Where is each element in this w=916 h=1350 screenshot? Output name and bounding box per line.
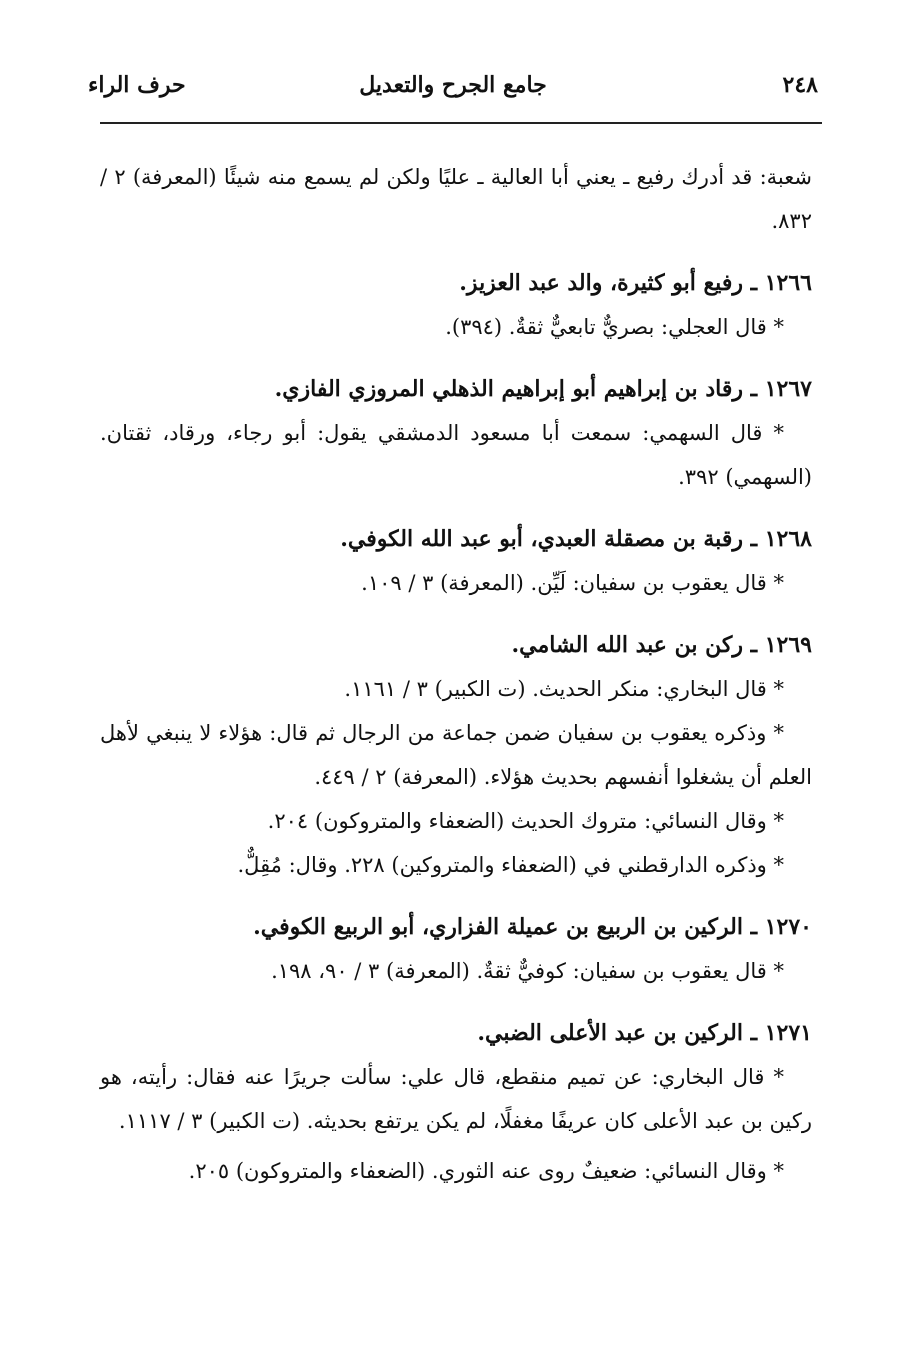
entry-title: ١٢٦٦ ـ رفيع أبو كثيرة، والد عبد العزيز.	[459, 270, 812, 296]
entry-item: * قال العجلي: بصريٌّ تابعيٌّ ثقةٌ. (٣٩٤).	[445, 315, 784, 339]
header-rule	[100, 122, 822, 124]
book-title: جامع الجرح والتعديل	[359, 72, 547, 98]
entry-title: ١٢٦٨ ـ رقبة بن مصقلة العبدي، أبو عبد الله الكوفي.	[340, 526, 812, 552]
entry-1269	[100, 623, 812, 887]
entry-title: ١٢٦٧ ـ رقاد بن إبراهيم أبو إبراهيم الذهلي المروزي الفازي.	[274, 376, 812, 402]
entry-item: * قال السهمي: سمعت أبا مسعود الدمشقي يقول: أبو رجاء، ورقاد، ثقتان. (السهمي) ٣٩٢.	[100, 421, 812, 489]
opening-paragraph: شعبة: قد أدرك رفيع ـ يعني أبا العالية ـ عليًا ولكن لم يسمع منه شيئًا (المعرفة) ٢ / ٨٣٢.	[100, 165, 812, 233]
page-body	[100, 155, 812, 1193]
entry-1270	[100, 905, 812, 993]
entry-1271	[100, 1011, 812, 1193]
entry-title: ١٢٧١ ـ الركين بن عبد الأعلى الضبي.	[477, 1020, 812, 1046]
entry-item: * وقال النسائي: متروك الحديث (الضعفاء والمتروكون) ٢٠٤.	[267, 809, 784, 833]
entry-item: * قال يعقوب بن سفيان: كوفيٌّ ثقةٌ. (المعرفة) ٣ / ٩٠، ١٩٨.	[271, 959, 784, 983]
entry-title: ١٢٦٩ ـ ركن بن عبد الله الشامي.	[511, 632, 812, 658]
entry-item: * قال يعقوب بن سفيان: لَيِّن. (المعرفة) ٣ / ١٠٩.	[361, 571, 784, 595]
section-title: حرف الراء	[88, 72, 186, 98]
entry-item: * وقال النسائي: ضعيفٌ روى عنه الثوري. (الضعفاء والمتروكون) ٢٠٥.	[188, 1159, 784, 1183]
entry-1267	[100, 367, 812, 499]
entry-item: * وذكره الدارقطني في (الضعفاء والمتروكين) ٢٢٨. وقال: مُقِلٌّ.	[237, 853, 784, 877]
entry-1266	[100, 261, 812, 349]
entry-item: * قال البخاري: عن تميم منقطع، قال علي: سألت جريرًا عنه فقال: رأيته، هو ركين بن عبد الأعلى كان عريفًا مغفلًا، لم يكن يرتفع بحديثه. (ت الكبير) ٣ / ١١١٧.	[100, 1065, 812, 1133]
page-header	[88, 72, 818, 112]
entry-1268	[100, 517, 812, 605]
page-number: ٢٤٨	[782, 72, 818, 98]
entry-title: ١٢٧٠ ـ الركين بن الربيع بن عميلة الفزاري، أبو الربيع الكوفي.	[253, 914, 812, 940]
entry-item: * قال البخاري: منكر الحديث. (ت الكبير) ٣ / ١١٦١.	[344, 677, 784, 701]
entry-item: * وذكره يعقوب بن سفيان ضمن جماعة من الرجال ثم قال: هؤلاء لا ينبغي لأهل العلم أن يشغلوا أنفسهم بحديث هؤلاء. (المعرفة) ٢ / ٤٤٩.	[100, 721, 812, 789]
